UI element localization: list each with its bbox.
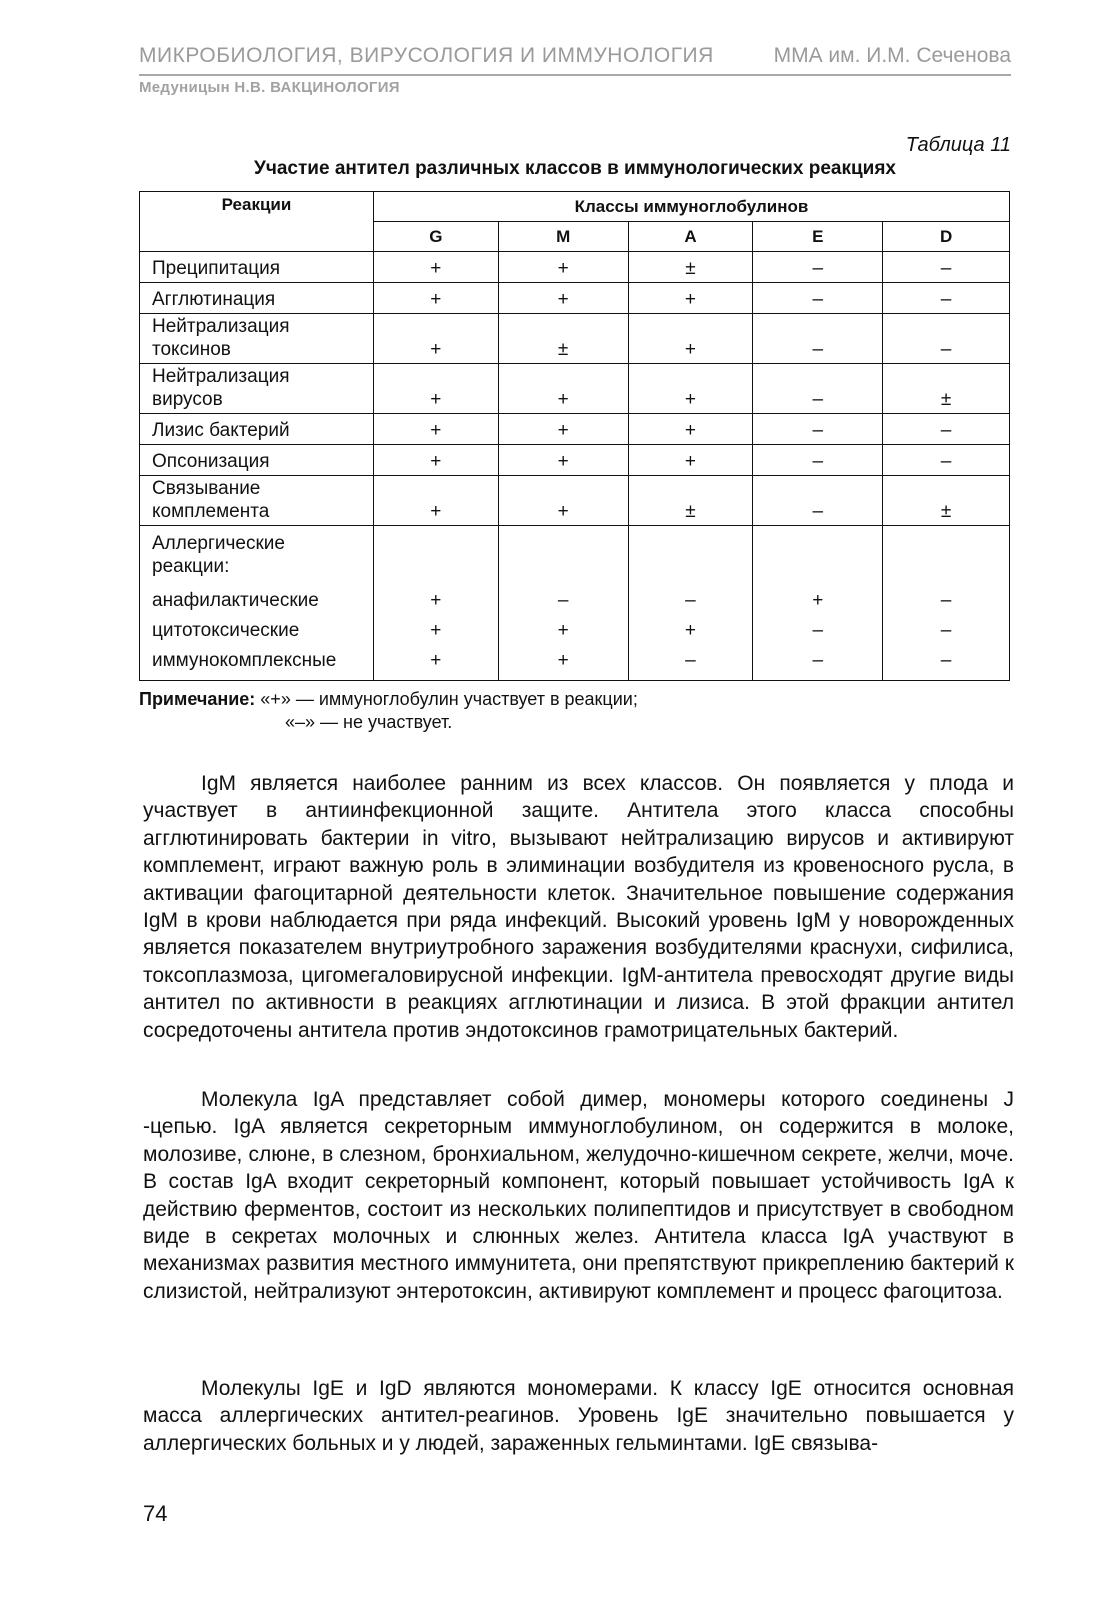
- body-paragraph: Молекулы IgE и IgD являются мономерами. К классу IgE относится основная масса аллергических антител-реагинов. Уровень IgE значительно повышается у аллергических больных и у людей, зараженных гельминтами. IgE связыва-: [143, 1377, 1014, 1455]
- cell-value: +: [430, 650, 442, 671]
- class-header: E: [753, 222, 883, 252]
- reaction-name: Нейтрализация вирусов: [140, 364, 374, 414]
- cell-value: –: [883, 314, 1010, 364]
- cell-value: +: [628, 283, 753, 314]
- cell-value: +: [373, 314, 498, 364]
- reaction-name: Агглютинация: [140, 283, 374, 314]
- allergic-subtype: анафилактические: [152, 590, 319, 611]
- cell-value: –: [753, 414, 883, 445]
- cell-value: +: [628, 414, 753, 445]
- body-paragraph: IgM является наиболее ранним из всех классов. Он появляется у плода и участвует в антиинфекционной защите. Антитела этого класса способны агглютинировать бактерии in vitro, вызывают нейтрализацию вирусов и активируют комплемент, играют важную роль в элиминации возбудителя из кровеносного русла, в активации фагоцитарной деятельности клеток. Значительное повышение содержания IgM в крови наблюдается при ряда инфекций. Высокий уровень IgM у новорожденных является показателем внутриутробного заражения возбудителями краснухи, сифилиса, токсоплазмоза, цигомегаловирусной инфекции. IgM-антитела превосходят другие виды антител по активности в реакциях агглютинации и лизиса. В этой фракции антител сосредоточены антитела против эндотоксинов грамотрицательных бактерий.: [143, 772, 1014, 1042]
- cell-value: –: [883, 445, 1010, 476]
- class-header: D: [883, 222, 1010, 252]
- cell-value: +: [373, 364, 498, 414]
- reaction-name: Преципитация: [140, 252, 374, 283]
- header-title: МИКРОБИОЛОГИЯ, ВИРУСОЛОГИЯ И ИММУНОЛОГИЯ: [139, 44, 714, 67]
- table-row: [140, 364, 1010, 414]
- cell-value: –: [685, 650, 696, 671]
- cell-value: ±: [628, 252, 753, 283]
- cell-value: +: [498, 445, 628, 476]
- table-row: [140, 314, 1010, 364]
- cell-value: +: [684, 620, 696, 641]
- table-caption: Участие антител различных классов в иммунологических реакциях: [254, 158, 896, 179]
- cell-value: –: [753, 283, 883, 314]
- cell-column: [883, 526, 1010, 681]
- cell-value: +: [557, 620, 569, 641]
- cell-value: +: [498, 252, 628, 283]
- cell-value: ±: [883, 476, 1010, 526]
- table-row-allergic: [140, 526, 1010, 681]
- page-number: 74: [143, 1501, 168, 1526]
- header-institution: ММА им. И.М. Сеченова: [773, 44, 1011, 67]
- body-paragraph: Молекула IgA представляет собой димер, мономеры которого соединены J -цепью. IgA является секреторным иммуноглобулином, он содержится в молоке, молозиве, слюне, в слезном, бронхиальном, желудочно-кишечном секрете, желчи, моче. В состав IgA входит секреторный компонент, который повышает устойчивость IgA к действию ферментов, состоит из нескольких полипептидов и присутствует в свободном виде в секретах молочных и слюнных желез. Антитела класса IgA участвуют в механизмах развития местного иммунитета, они препятствуют прикреплению бактерий к слизистой, нейтрализуют энтеротоксин, активируют комплемент и процесс фагоцитоза.: [143, 1088, 1014, 1303]
- cell-value: +: [498, 414, 628, 445]
- table-row: [140, 283, 1010, 314]
- cell-value: +: [373, 283, 498, 314]
- reaction-name: Опсонизация: [140, 445, 374, 476]
- cell-value: –: [940, 590, 952, 611]
- class-header: M: [498, 222, 628, 252]
- cell-value: +: [430, 590, 442, 611]
- cell-value: +: [373, 414, 498, 445]
- cell-value: ±: [498, 314, 628, 364]
- cell-column: [753, 526, 883, 681]
- cell-value: ±: [883, 364, 1010, 414]
- note-line: «+» — иммуноглобулин участвует в реакции;: [260, 689, 638, 709]
- allergic-subtype: иммунокомплексные: [152, 650, 337, 671]
- class-header: G: [373, 222, 498, 252]
- column-header-classes: Классы иммуноглобулинов: [373, 192, 1009, 222]
- class-header: A: [628, 222, 753, 252]
- cell-value: –: [883, 414, 1010, 445]
- allergic-heading: Аллергические реакции:: [152, 533, 285, 577]
- cell-value: –: [753, 445, 883, 476]
- cell-value: –: [883, 252, 1010, 283]
- table-row: [140, 414, 1010, 445]
- table-note: [139, 688, 638, 734]
- cell-value: +: [373, 445, 498, 476]
- cell-value: –: [812, 650, 824, 671]
- running-header: [139, 44, 1011, 76]
- cell-value: +: [812, 590, 824, 611]
- cell-value: +: [430, 620, 442, 641]
- cell-value: –: [883, 283, 1010, 314]
- cell-value: +: [628, 364, 753, 414]
- cell-value: +: [498, 364, 628, 414]
- cell-value: +: [557, 650, 569, 671]
- cell-value: –: [940, 650, 952, 671]
- reaction-name: Связывание комплемента: [140, 476, 374, 526]
- cell-value: –: [685, 590, 696, 611]
- cell-value: +: [373, 252, 498, 283]
- column-header-reactions: Реакции: [140, 192, 374, 252]
- allergic-subtype: цитотоксические: [152, 620, 300, 641]
- cell-value: –: [753, 364, 883, 414]
- cell-column: [628, 526, 753, 681]
- cell-value: +: [498, 283, 628, 314]
- cell-column: [498, 526, 628, 681]
- cell-value: –: [940, 620, 952, 641]
- reaction-group: [140, 526, 374, 681]
- cell-column: [373, 526, 498, 681]
- cell-value: –: [753, 314, 883, 364]
- cell-value: –: [753, 252, 883, 283]
- table-row: [140, 445, 1010, 476]
- reaction-name: Лизис бактерий: [140, 414, 374, 445]
- cell-value: +: [373, 476, 498, 526]
- cell-value: +: [628, 445, 753, 476]
- cell-value: –: [557, 590, 569, 611]
- note-label: Примечание:: [139, 689, 256, 709]
- cell-value: –: [812, 620, 824, 641]
- table-row: [140, 252, 1010, 283]
- reaction-name: Нейтрализация токсинов: [140, 314, 374, 364]
- note-line: «–» — не участвует.: [285, 712, 453, 732]
- cell-value: +: [498, 476, 628, 526]
- cell-value: ±: [628, 476, 753, 526]
- cell-value: +: [628, 314, 753, 364]
- cell-value: –: [753, 476, 883, 526]
- header-subtitle: Медуницын Н.В. ВАКЦИНОЛОГИЯ: [139, 79, 400, 96]
- table-row: [140, 476, 1010, 526]
- table-label: Таблица 11: [905, 134, 1011, 156]
- immunoglobulin-table: [139, 191, 1010, 681]
